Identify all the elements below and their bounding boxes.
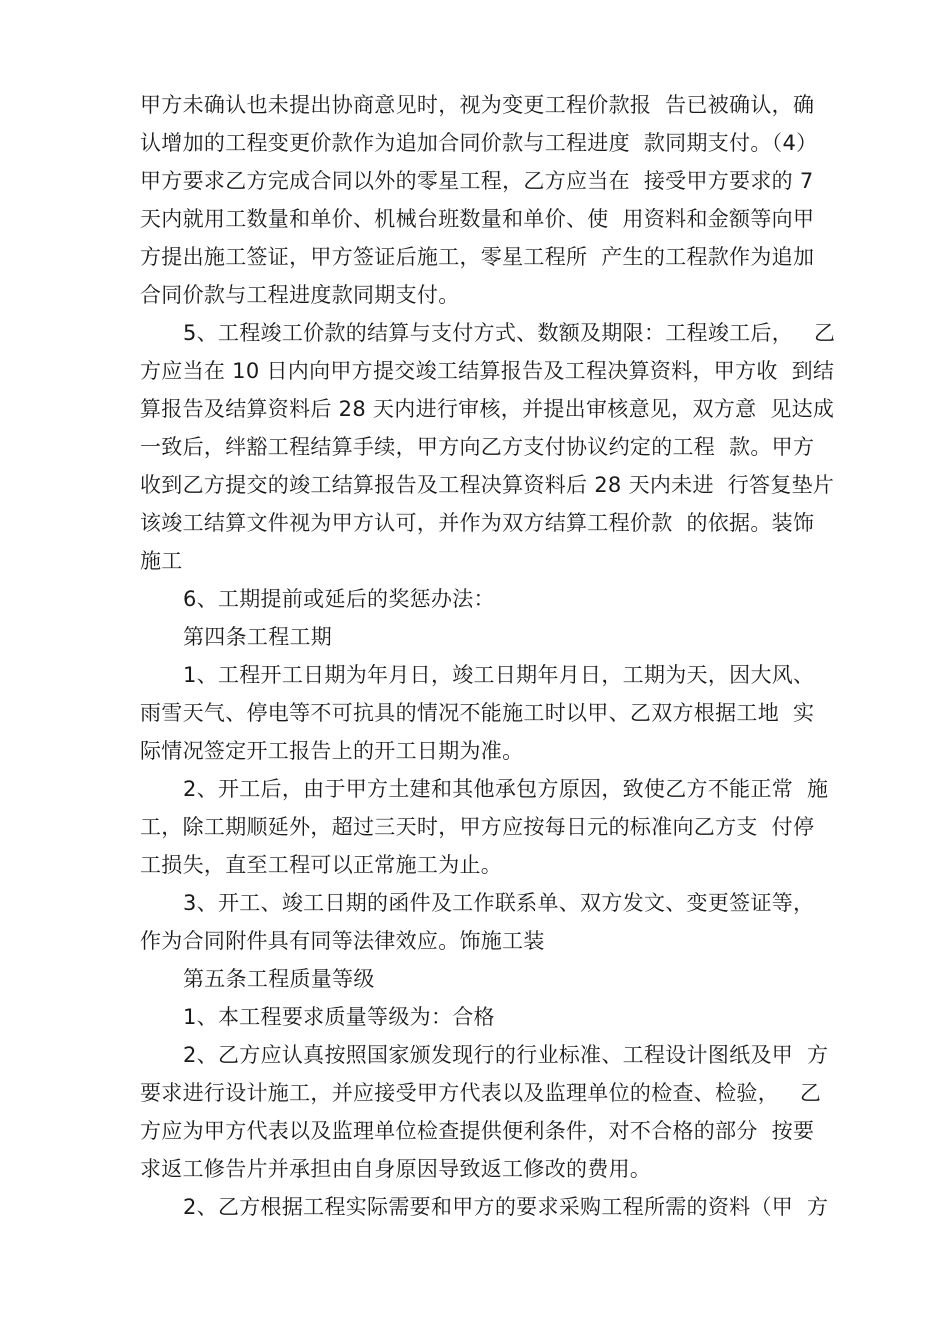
text-line: 天内就用工数量和单价、机械台班数量和单价、使 用资料和金额等向甲 bbox=[140, 207, 815, 231]
text-line: 认增加的工程变更价款作为追加合同价款与工程进度 款同期支付。（4） bbox=[140, 131, 818, 155]
text-line: 2、乙方根据工程实际需要和甲方的要求采购工程所需的资料（甲 方 bbox=[183, 1195, 829, 1219]
text-line: 合同价款与工程进度款同期支付。 bbox=[140, 283, 460, 307]
section-heading: 第五条工程质量等级 bbox=[183, 967, 375, 991]
text-line: 甲方要求乙方完成合同以外的零星工程，乙方应当在 接受甲方要求的 7 bbox=[140, 169, 814, 193]
text-line: 工损失，直至工程可以正常施工为止。 bbox=[140, 853, 503, 877]
text-line: 算报告及结算资料后 28 天内进行审核，并提出审核意见，双方意 见达成 bbox=[140, 397, 835, 421]
text-line: 1、本工程要求质量等级为：合格 bbox=[183, 1005, 495, 1029]
text-line: 3、开工、竣工日期的函件及工作联系单、双方发文、变更签证等， bbox=[183, 891, 815, 915]
text-line: 1、工程开工日期为年月日，竣工日期年月日，工期为天，因大风、 bbox=[183, 663, 815, 687]
section-heading: 第四条工程工期 bbox=[183, 625, 333, 649]
text-line: 方提出施工签证，甲方签证后施工，零星工程所 产生的工程款作为追加 bbox=[140, 245, 815, 269]
text-line: 2、开工后，由于甲方土建和其他承包方原因，致使乙方不能正常 施 bbox=[183, 777, 829, 801]
text-line: 6、工期提前或延后的奖惩办法： bbox=[183, 587, 495, 611]
text-line: 甲方未确认也未提出协商意见时，视为变更工程价款报 告已被确认，确 bbox=[140, 93, 815, 117]
text-line: 施工 bbox=[140, 549, 183, 573]
text-line: 求返工修告片并承担由自身原因导致返工修改的费用。 bbox=[140, 1157, 652, 1181]
text-line: 5、工程竣工价款的结算与支付方式、数额及期限：工程竣工后， 乙 bbox=[183, 321, 836, 345]
text-line: 作为合同附件具有同等法律效应。饰施工装 bbox=[140, 929, 545, 953]
text-line: 2、乙方应认真按照国家颁发现行的行业标准、工程设计图纸及甲 方 bbox=[183, 1043, 829, 1067]
text-line: 雨雪天气、停电等不可抗具的情况不能施工时以甲、乙双方根据工地 实 bbox=[140, 701, 815, 725]
text-line: 一致后，绊豁工程结算手续，甲方向乙方支付协议约定的工程 款。甲方 bbox=[140, 435, 815, 459]
text-line: 收到乙方提交的竣工结算报告及工程决算资料后 28 天内未进 行答复垫片 bbox=[140, 473, 835, 497]
text-line: 方应当在 10 日内向甲方提交竣工结算报告及工程决算资料，甲方收 到结 bbox=[140, 359, 835, 383]
text-line: 际情况签定开工报告上的开工日期为准。 bbox=[140, 739, 524, 763]
text-line: 该竣工结算文件视为甲方认可，并作为双方结算工程价款 的依据。装饰 bbox=[140, 511, 815, 535]
text-line: 方应为甲方代表以及监理单位检查提供便利条件，对不合格的部分 按要 bbox=[140, 1119, 815, 1143]
text-line: 工，除工期顺延外，超过三天时，甲方应按每日元的标准向乙方支 付停 bbox=[140, 815, 815, 839]
text-line: 要求进行设计施工，并应接受甲方代表以及监理单位的检查、检验， 乙 bbox=[140, 1081, 822, 1105]
